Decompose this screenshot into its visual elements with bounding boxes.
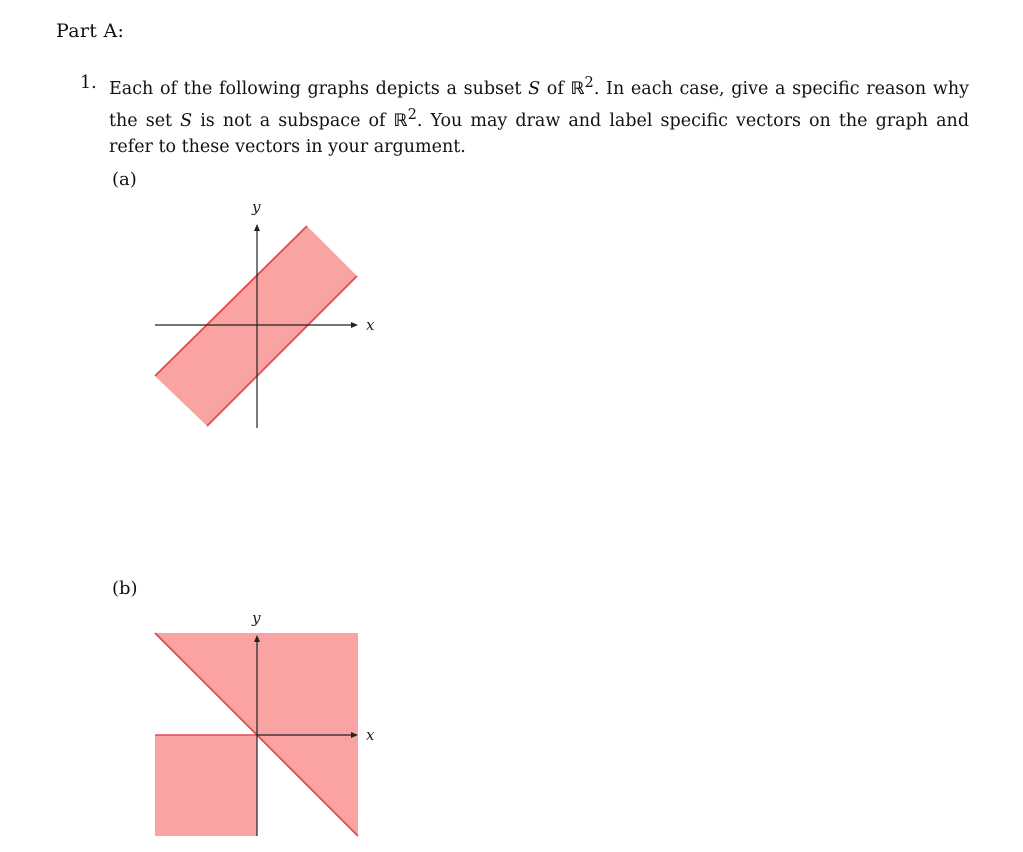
real-plane-symbol: ℝ: [570, 78, 585, 99]
problem-text-segment: Each of the following graphs depicts a subset: [109, 78, 529, 99]
part-heading: Part A:: [56, 20, 125, 42]
problem-text-segment: of: [540, 78, 571, 99]
problem-number: 1.: [80, 73, 97, 93]
graph-b-region-third-quadrant: [155, 735, 257, 836]
graph-b-x-label: x: [366, 726, 375, 744]
graph-a-y-label: y: [252, 198, 261, 216]
exponent: 2: [407, 105, 417, 123]
graph-b-y-label: y: [252, 609, 261, 627]
graph-b-label: (b): [112, 578, 138, 599]
problem-text-segment: . In each case, give a specific reason why the set: [109, 78, 969, 131]
problem-text-segment: . You may draw and label specific vectors on the graph and refer to these vectors in your argument.: [109, 110, 970, 157]
set-symbol-s: S: [180, 110, 193, 131]
set-symbol-s: S: [528, 78, 541, 99]
exponent: 2: [584, 74, 594, 91]
real-plane-symbol: ℝ: [393, 110, 408, 131]
graph-a-label: (a): [112, 169, 137, 190]
graph-a-x-label: x: [366, 316, 375, 334]
problem-text-segment: is not a subspace of: [192, 110, 394, 131]
